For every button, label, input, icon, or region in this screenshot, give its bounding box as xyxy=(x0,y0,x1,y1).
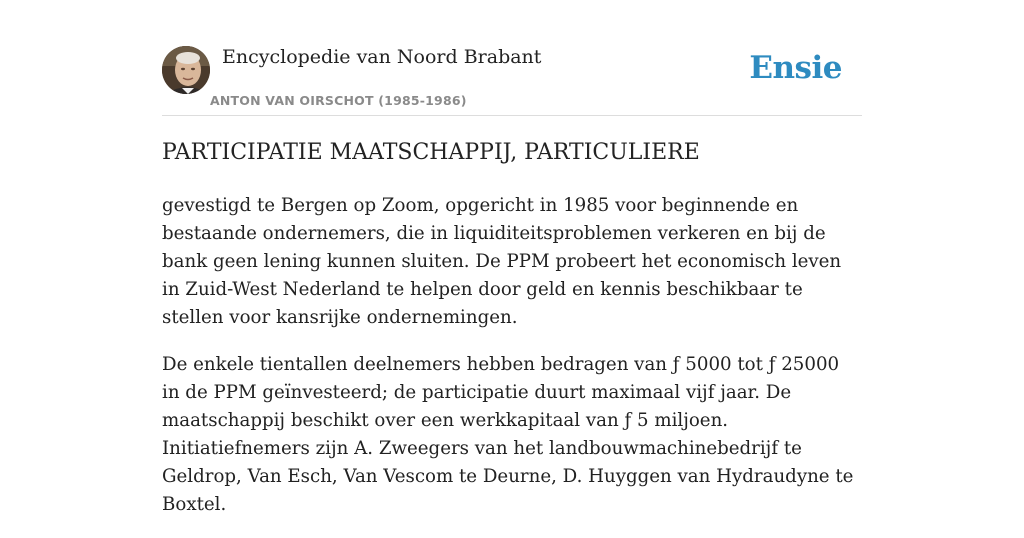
article-paragraph: De enkele tientallen deelnemers hebben bedragen van ƒ 5000 tot ƒ 25000 in de PPM geïnvesteerd; de participatie duurt maximaal vijf jaar. De maatschappij beschikt over een werkkapitaal van ƒ 5 miljoen. Initiatiefnemers zijn A. Zweegers van het landbouwmachinebedrijf te Geldrop, Van Esch, Van Vescom te Deurne, D. Huyggen van Hydraudyne te Boxtel. xyxy=(162,354,854,515)
header xyxy=(162,0,862,116)
article-paragraph: gevestigd te Bergen op Zoom, opgericht in 1985 voor beginnende en bestaande ondernemers, die in liquiditeitsproblemen verkeren en bij de bank geen lening kunnen sluiten. De PPM probeert het economisch leven in Zuid-West Nederland te helpen door geld en kennis beschikbaar te stellen voor kansrijke ondernemingen. xyxy=(162,195,842,328)
ensie-logo[interactable]: Ensie xyxy=(749,50,842,86)
article-body xyxy=(162,192,862,538)
site-title[interactable]: Encyclopedie van Noord Brabant xyxy=(222,46,542,68)
author-portrait-icon xyxy=(162,46,210,94)
author-name[interactable]: ANTON VAN OIRSCHOT (1985-1986) xyxy=(210,93,467,108)
author-avatar[interactable] xyxy=(162,46,210,94)
page xyxy=(162,0,862,515)
article-title: PARTICIPATIE MAATSCHAPPIJ, PARTICULIERE xyxy=(162,140,700,165)
